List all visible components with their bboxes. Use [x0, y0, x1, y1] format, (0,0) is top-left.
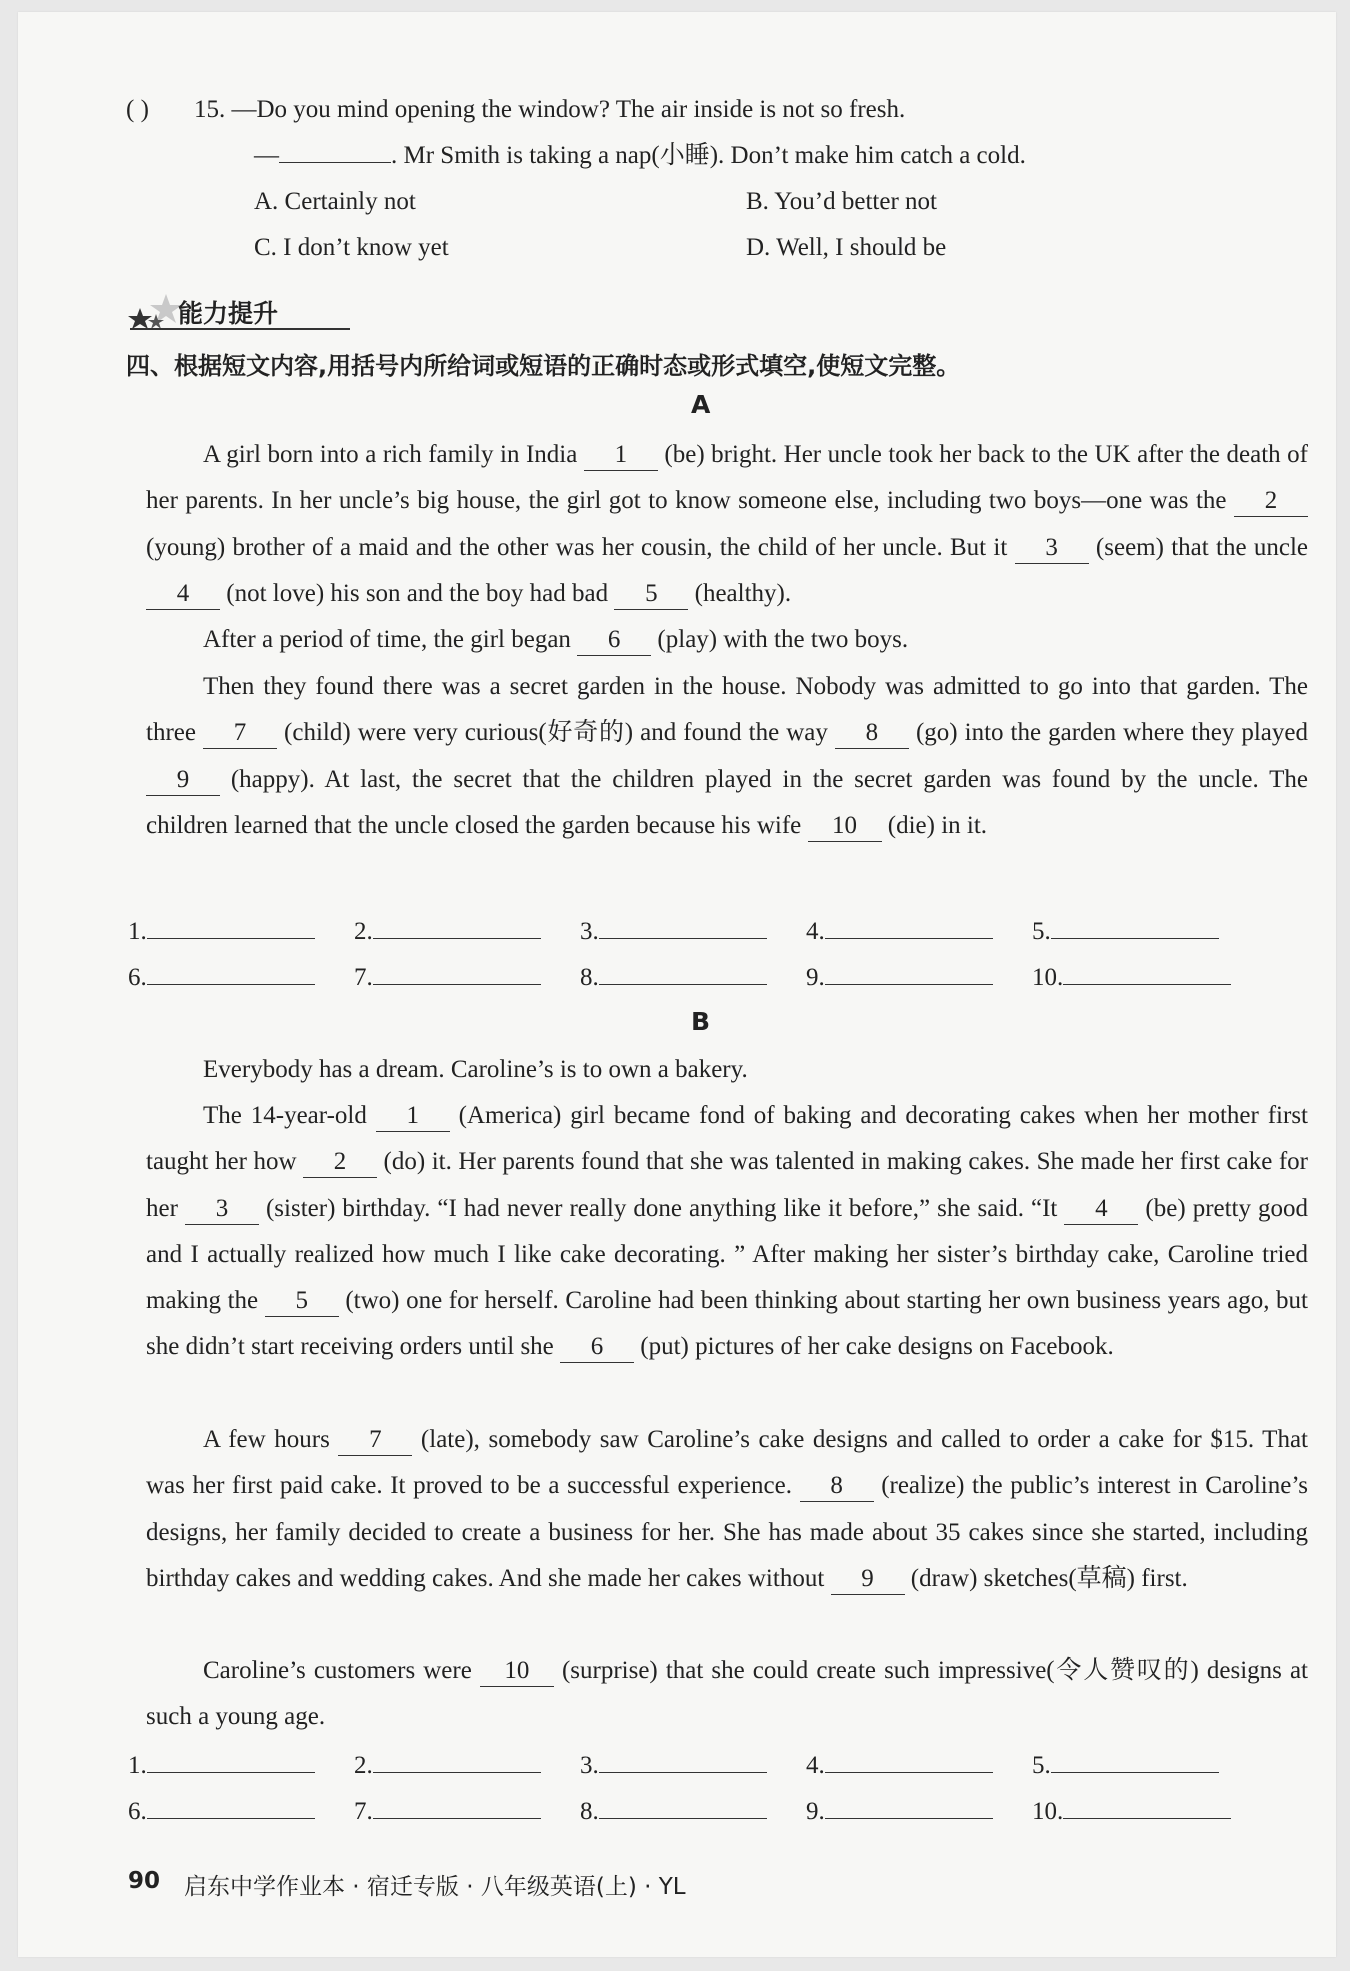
blank-a5: 5	[614, 579, 688, 610]
blank-b1: 1	[376, 1101, 450, 1132]
blank-b3: 3	[185, 1194, 259, 1225]
passage-b-label: B	[691, 1007, 711, 1036]
passage-b-paragraph-1: Everybody has a dream. Caroline’s is to own a bakery.	[203, 1056, 748, 1083]
q15-dash: —	[254, 142, 279, 169]
q15-option-c: C. I don’t know yet	[254, 234, 449, 261]
blank-a2: 2	[1234, 486, 1308, 517]
answer-line[interactable]: 2.	[354, 912, 541, 950]
passage-a-label: A	[691, 390, 711, 419]
blank-b9: 9	[831, 1564, 905, 1595]
blank-a1: 1	[584, 440, 658, 471]
q15-reply	[254, 138, 1026, 174]
answer-line[interactable]: 8.	[580, 958, 767, 996]
blank-a3: 3	[1015, 533, 1089, 564]
answer-line[interactable]: 5.	[1032, 912, 1219, 950]
answer-line[interactable]: 5.	[1032, 1746, 1219, 1784]
answer-line[interactable]: 7.	[354, 958, 541, 996]
answer-line[interactable]: 7.	[354, 1792, 541, 1830]
q15-paren: ( )	[126, 96, 149, 123]
passage-a-paragraph-3: Then they found there was a secret garden in the house. Nobody was admitted to go into that garden. The three 7 (child) were very curious(好奇的) and found the way 8 (go) into the garden where they played 9 (happy). At last, the secret that the children played in the secret garden was found by the uncle. The children learned that the uncle closed the garden because his wife 10 (die) in it.	[146, 664, 1308, 849]
passage-a-paragraph-2: After a period of time, the girl began 6 (play) with the two boys.	[146, 617, 1308, 663]
blank-b10: 10	[480, 1656, 554, 1687]
blank-b8: 8	[800, 1471, 874, 1502]
passage-b-paragraph-3: A few hours 7 (late), somebody saw Caroline’s cake designs and called to order a cake for $15. That was her first paid cake. It proved to be a successful experience. 8 (realize) the public’s interest in Caroline’s designs, her family decided to create a business for her. She has made about 35 cakes since she started, including birthday cakes and wedding cakes. And she made her cakes without 9 (draw) sketches(草稿) first.	[146, 1417, 1308, 1602]
blank-b6: 6	[560, 1332, 634, 1363]
answer-line[interactable]: 10.	[1032, 1792, 1231, 1830]
q15-blank	[279, 138, 391, 163]
answer-line[interactable]: 8.	[580, 1792, 767, 1830]
passage-a-paragraph-1: A girl born into a rich family in India 1 (be) bright. Her uncle took her back to the UK after the death of her parents. In her uncle’s big house, the girl got to know someone else, including two boys—one was the 2 (young) brother of a maid and the other was her cousin, the child of her uncle. But it 3 (seem) that the uncle 4 (not love) his son and the boy had bad 5 (healthy).	[146, 432, 1308, 617]
blank-a6: 6	[577, 625, 651, 656]
answer-line[interactable]: 4.	[806, 912, 993, 950]
blank-a8: 8	[835, 718, 909, 749]
page-number: 90	[128, 1868, 161, 1894]
q15-option-d: D. Well, I should be	[746, 234, 947, 261]
answer-line[interactable]: 9.	[806, 958, 993, 996]
blank-a4: 4	[146, 579, 220, 610]
passage-b-paragraph-4: Caroline’s customers were 10 (surprise) that she could create such impressive(令人赞叹的) designs at such a young age.	[146, 1657, 1308, 1731]
q15-reply-text: . Mr Smith is taking a nap(小睡). Don’t make him catch a cold.	[391, 142, 1026, 169]
answer-line[interactable]: 1.	[128, 912, 315, 950]
book-title: 启东中学作业本 · 宿迁专版 · 八年级英语(上) · YL	[184, 1874, 686, 1900]
q15-option-b: B. You’d better not	[746, 188, 937, 215]
blank-a9: 9	[146, 765, 220, 796]
answer-line[interactable]: 2.	[354, 1746, 541, 1784]
answer-line[interactable]: 1.	[128, 1746, 315, 1784]
answer-line[interactable]: 10.	[1032, 958, 1231, 996]
blank-b2: 2	[303, 1147, 377, 1178]
answer-line[interactable]: 3.	[580, 912, 767, 950]
section-title: 能力提升	[178, 299, 279, 328]
answer-line[interactable]: 4.	[806, 1746, 993, 1784]
answer-line[interactable]: 9.	[806, 1792, 993, 1830]
q15-option-a: A. Certainly not	[254, 188, 416, 215]
blank-b5: 5	[265, 1286, 339, 1317]
answer-line[interactable]: 6.	[128, 958, 315, 996]
section-heading	[126, 290, 366, 334]
section-underline	[130, 328, 350, 330]
blank-a7: 7	[203, 718, 277, 749]
blank-b4: 4	[1064, 1194, 1138, 1225]
section-instruction: 四、根据短文内容,用括号内所给词或短语的正确时态或形式填空,使短文完整。	[126, 352, 961, 380]
blank-a10: 10	[808, 811, 882, 842]
blank-b7: 7	[338, 1425, 412, 1456]
q15-stem: 15. —Do you mind opening the window? The air inside is not so fresh.	[194, 96, 906, 123]
answer-line[interactable]: 3.	[580, 1746, 767, 1784]
passage-b-paragraph-2: The 14-year-old 1 (America) girl became fond of baking and decorating cakes when her mother first taught her how 2 (do) it. Her parents found that she was talented in making cakes. She made her first cake for her 3 (sister) birthday. “I had never really done anything like it before,” she said. “It 4 (be) pretty good and I actually realized how much I like cake decorating. ” After making her sister’s birthday cake, Caroline tried making the 5 (two) one for herself. Caroline had been thinking about starting her own business years ago, but she didn’t start receiving orders until she 6 (put) pictures of her cake designs on Facebook.	[146, 1093, 1308, 1371]
workbook-page	[18, 12, 1336, 1957]
answer-line[interactable]: 6.	[128, 1792, 315, 1830]
